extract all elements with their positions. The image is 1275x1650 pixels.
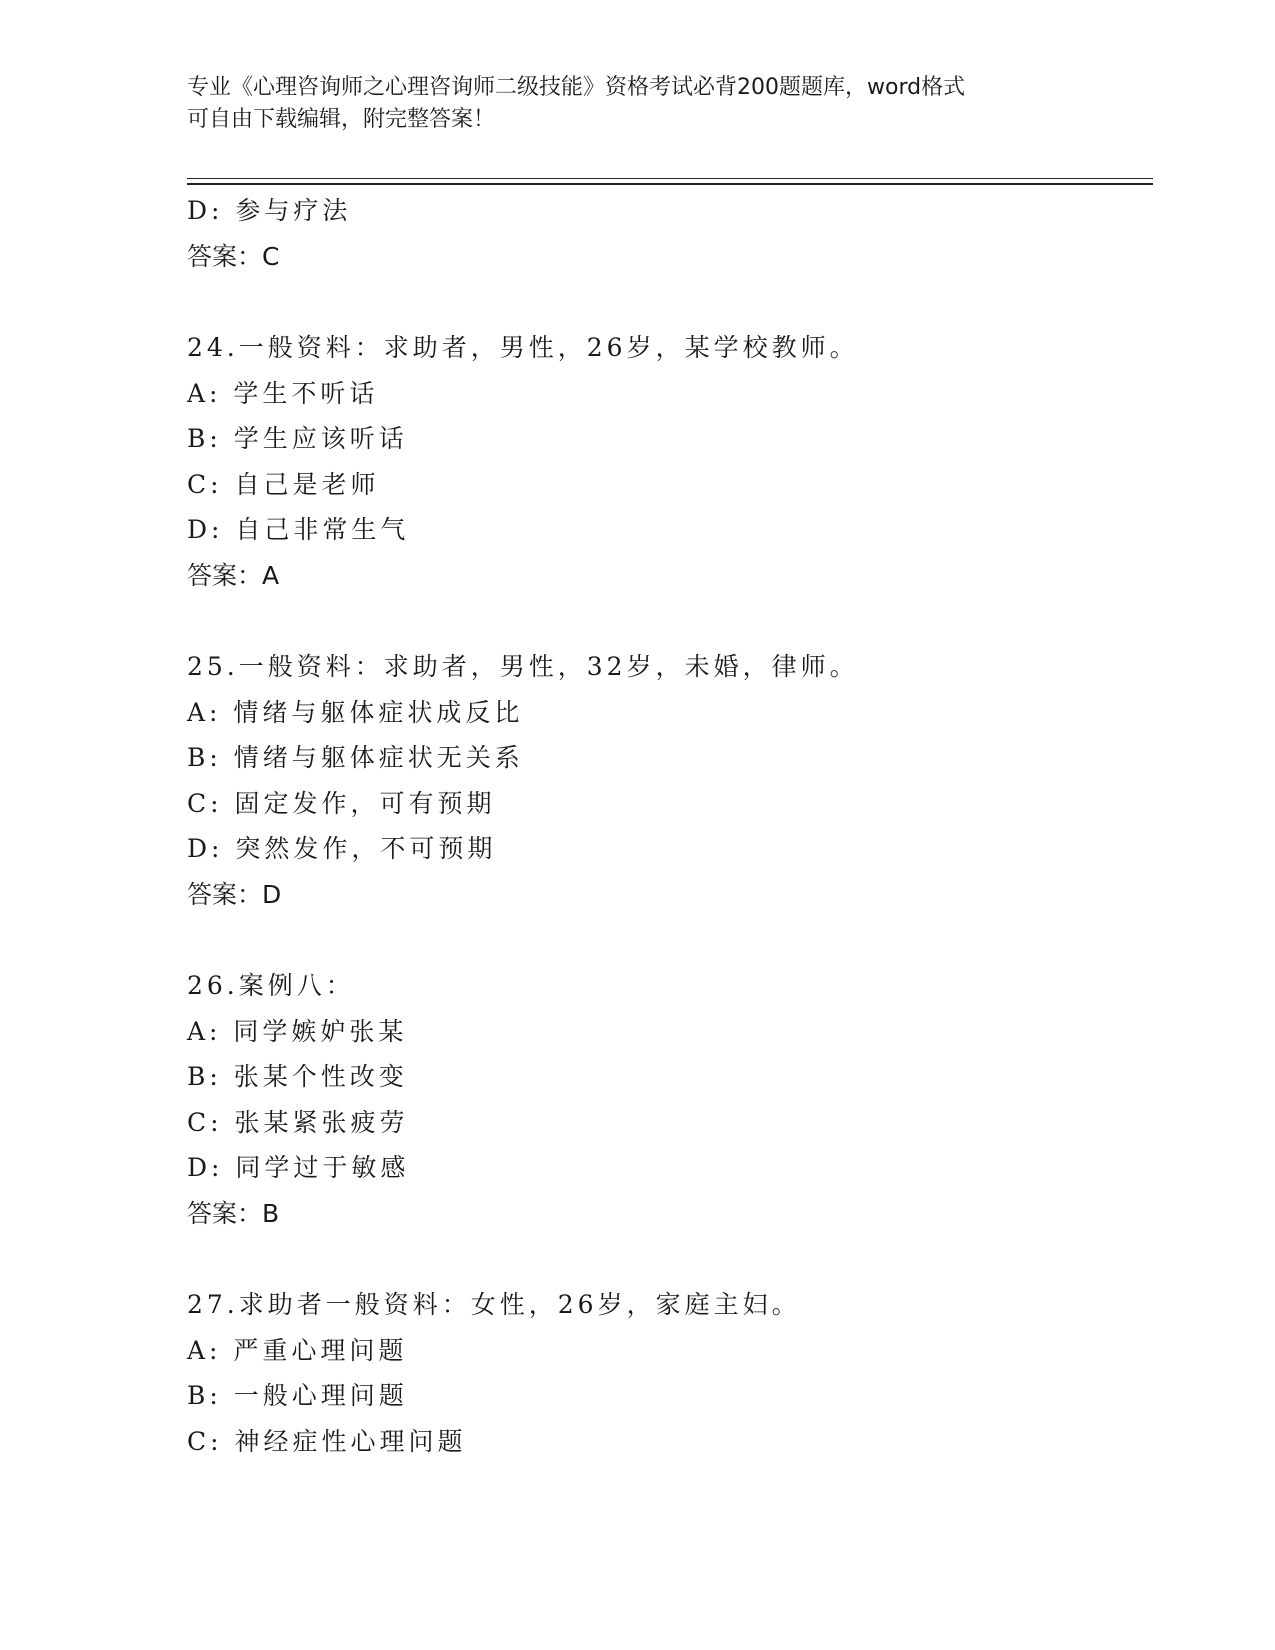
question-stem: 24.一般资料：求助者，男性，26岁，某学校教师。 — [187, 333, 859, 362]
option-a: A: 同学嫉妒张某 — [187, 1016, 408, 1046]
question-24 — [187, 325, 1153, 598]
option-d: D: 同学过于敏感 — [187, 1153, 410, 1182]
spacer — [187, 598, 1153, 644]
answer: 答案：A — [187, 560, 280, 590]
answer: 答案：D — [187, 879, 282, 909]
option-b: B: 学生应该听话 — [187, 424, 408, 453]
answer: 答案：C — [187, 241, 280, 271]
question-stem: 25.一般资料：求助者，男性，32岁，未婚，律师。 — [187, 652, 859, 681]
header-divider-thin — [187, 178, 1153, 179]
question-list — [187, 188, 1153, 1464]
question-stem: 26.案例八： — [187, 971, 355, 1000]
option-a: A: 严重心理问题 — [187, 1335, 408, 1365]
spacer — [187, 279, 1153, 325]
option-d: D: 突然发作，不可预期 — [187, 834, 497, 863]
header-title-line-1: 专业《心理咨询师之心理咨询师二级技能》资格考试必背200题题库，word格式 — [187, 75, 966, 100]
option-b: B: 一般心理问题 — [187, 1381, 408, 1410]
question-27 — [187, 1282, 1153, 1464]
header-divider-thick — [187, 183, 1153, 185]
option-a: A: 情绪与躯体症状成反比 — [187, 697, 524, 727]
previous-question-tail — [187, 188, 1153, 279]
option-d: D: 参与疗法 — [187, 196, 352, 225]
header-title-line-2: 可自由下载编辑，附完整答案！ — [187, 107, 496, 132]
question-stem: 27.求助者一般资料：女性，26岁，家庭主妇。 — [187, 1290, 801, 1319]
question-25 — [187, 644, 1153, 917]
option-b: B: 情绪与躯体症状无关系 — [187, 743, 524, 772]
option-c: C: 张某紧张疲劳 — [187, 1107, 409, 1137]
option-c: C: 神经症性心理问题 — [187, 1426, 467, 1456]
question-26 — [187, 963, 1153, 1236]
spacer — [187, 1236, 1153, 1282]
option-c: C: 固定发作，可有预期 — [187, 788, 496, 818]
spacer — [187, 917, 1153, 963]
option-d: D: 自己非常生气 — [187, 515, 410, 544]
document-header — [187, 72, 1087, 136]
option-b: B: 张某个性改变 — [187, 1062, 408, 1091]
option-c: C: 自己是老师 — [187, 469, 380, 499]
answer: 答案：B — [187, 1198, 280, 1228]
option-a: A: 学生不听话 — [187, 378, 379, 408]
